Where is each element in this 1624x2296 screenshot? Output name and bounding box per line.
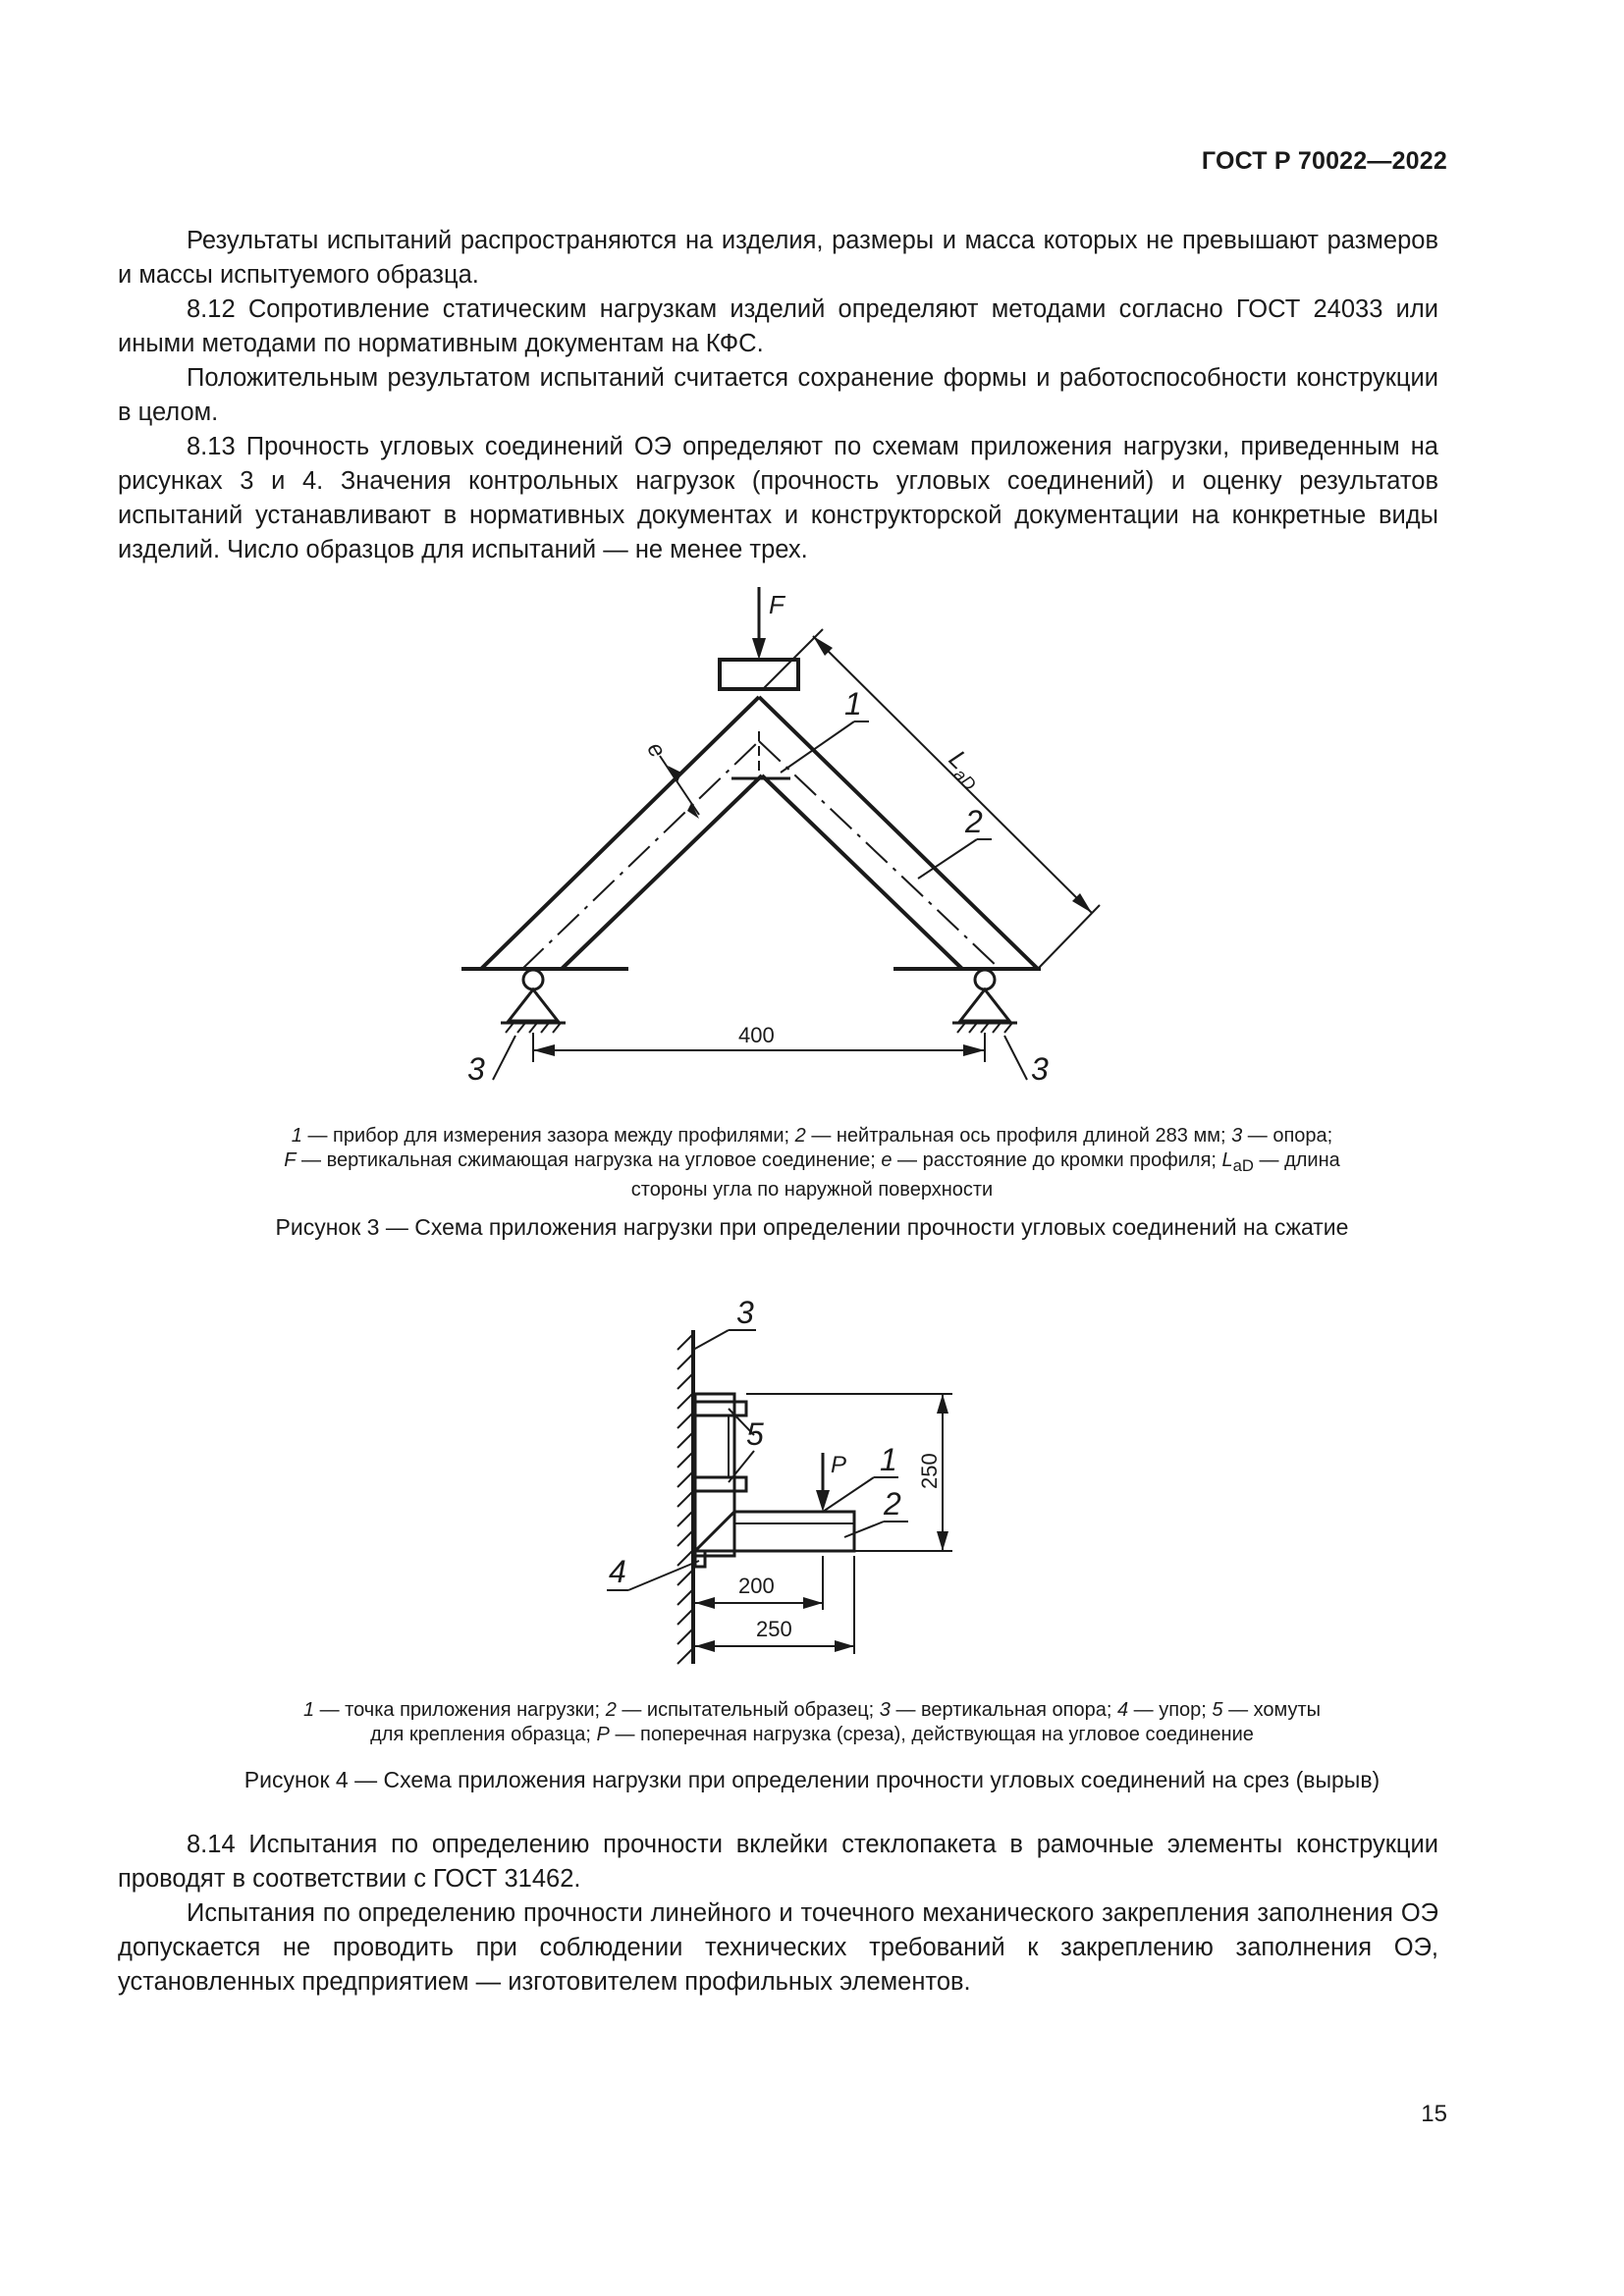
label-force-F: F bbox=[769, 590, 785, 619]
figure-3-caption: Рисунок 3 — Схема приложения нагрузки при определении прочности угловых соединений на сжатие bbox=[275, 1214, 1349, 1240]
clamp-top bbox=[695, 1402, 746, 1415]
legend-sub: aD bbox=[1232, 1156, 1254, 1175]
leader-1 bbox=[823, 1477, 874, 1512]
clamp-bottom bbox=[695, 1477, 746, 1491]
document-header: ГОСТ Р 70022—2022 bbox=[1201, 147, 1447, 175]
dim-250-vertical: 250 bbox=[917, 1453, 942, 1489]
label-item-1: 1 bbox=[880, 1442, 897, 1477]
profile-horizontal bbox=[695, 1512, 854, 1551]
label-force-P: P bbox=[831, 1452, 847, 1478]
figure-4-legend bbox=[137, 1698, 1487, 1747]
legend-text: — опора; bbox=[1242, 1125, 1333, 1147]
wall-hatch bbox=[677, 1334, 693, 1664]
dim-height-arrow-bottom bbox=[937, 1531, 948, 1551]
legend-num: 2 bbox=[794, 1125, 806, 1147]
legend-text: — нейтральная ось профиля длиной 283 мм; bbox=[805, 1125, 1232, 1147]
legend-text: — точка приложения нагрузки; bbox=[314, 1699, 606, 1721]
label-item-3: 3 bbox=[736, 1295, 754, 1330]
legend-text: — прибор для измерения зазора между профилями; bbox=[301, 1125, 795, 1147]
legend-num: 1 bbox=[291, 1125, 302, 1147]
legend-num: P bbox=[596, 1724, 610, 1745]
stop-block bbox=[695, 1551, 705, 1567]
paragraph: 8.14 Испытания по определению прочности вклейки стеклопакета в рамочные элементы конструкции проводят в соответствии с ГОСТ 31462. bbox=[118, 1831, 1438, 1893]
label-item-1: 1 bbox=[844, 686, 862, 721]
dim-250-arrow-right bbox=[835, 1640, 854, 1652]
legend-text: — испытательный образец; bbox=[616, 1699, 880, 1721]
legend-text: — вертикальная опора; bbox=[890, 1699, 1117, 1721]
dim-height-arrow-top bbox=[937, 1394, 948, 1414]
dim-250-arrow-left bbox=[695, 1640, 715, 1652]
paragraph: 8.12 Сопротивление статическим нагрузкам изделий определяют методами согласно ГОСТ 24033 или иными методами по нормативным документам на КФС. bbox=[118, 295, 1438, 357]
leader-3 bbox=[693, 1330, 729, 1350]
legend-num: F bbox=[284, 1149, 297, 1171]
paragraph: 8.13 Прочность угловых соединений ОЭ определяют по схемам приложения нагрузки, приведенным на рисунках 3 и 4. Значения контрольных нагрузок (прочность угловых соединений) и оценку результатов испытаний устанавливают в нормативных документах и конструкторской документации на конкретные виды изделий. Число образцов для испытаний — не менее трех. bbox=[118, 433, 1438, 563]
label-lad-sub: aD bbox=[949, 764, 980, 795]
dim-250: 250 bbox=[756, 1617, 792, 1641]
legend-text: — расстояние до кромки профиля; bbox=[892, 1149, 1222, 1171]
legend-num: 5 bbox=[1212, 1699, 1223, 1721]
dim-400: 400 bbox=[738, 1023, 775, 1047]
label-lad-main: L bbox=[943, 744, 975, 775]
legend-num: 2 bbox=[605, 1699, 617, 1721]
body-text-bottom bbox=[118, 1828, 1438, 2000]
legend-num: 1 bbox=[302, 1699, 315, 1721]
legend-line bbox=[137, 1723, 1487, 1747]
label-item-3-right: 3 bbox=[1031, 1051, 1049, 1087]
paragraph: Испытания по определению прочности линейного и точечного механического закрепления заполнения ОЭ допускается не проводить при соблюдении технических требований к закреплению заполнения ОЭ, установленных предприятием — изготовителем профильных элементов. bbox=[118, 1899, 1438, 1996]
legend-num: 4 bbox=[1116, 1699, 1129, 1721]
label-item-5: 5 bbox=[746, 1416, 764, 1452]
legend-text: — вертикальная сжимающая нагрузка на угловое соединение; bbox=[296, 1149, 882, 1171]
legend-line bbox=[137, 1698, 1487, 1723]
legend-num: e bbox=[881, 1149, 893, 1171]
label-item-4: 4 bbox=[609, 1554, 626, 1589]
dim-200: 200 bbox=[738, 1574, 775, 1598]
legend-text: — упор; bbox=[1128, 1699, 1213, 1721]
legend-text: — поперечная нагрузка (среза), действующая на угловое соединение bbox=[609, 1724, 1254, 1745]
legend-line: стороны угла по наружной поверхности bbox=[630, 1179, 994, 1201]
label-item-2: 2 bbox=[884, 1486, 901, 1522]
legend-num: 3 bbox=[879, 1699, 891, 1721]
paragraph: Результаты испытаний распространяются на изделия, размеры и масса которых не превышают размеров и массы испытуемого образца. bbox=[118, 227, 1438, 289]
dim-200-arrow-left bbox=[695, 1597, 715, 1609]
legend-text: — длина bbox=[1253, 1149, 1340, 1171]
legend-text: для крепления образца; bbox=[370, 1724, 597, 1745]
page-number: 15 bbox=[1421, 2101, 1447, 2127]
legend-text: — хомуты bbox=[1222, 1699, 1322, 1721]
legend-num: L bbox=[1221, 1149, 1233, 1171]
figure-4-caption: Рисунок 4 — Схема приложения нагрузки при определении прочности угловых соединений на срез (вырыв) bbox=[244, 1767, 1380, 1792]
dim-200-arrow-right bbox=[803, 1597, 823, 1609]
label-item-2: 2 bbox=[965, 804, 983, 839]
label-e: e bbox=[641, 737, 672, 763]
legend-num: 3 bbox=[1231, 1125, 1243, 1147]
label-item-3-left: 3 bbox=[467, 1051, 485, 1087]
paragraph: Положительным результатом испытаний считается сохранение формы и работоспособности конструкции в целом. bbox=[118, 364, 1438, 426]
